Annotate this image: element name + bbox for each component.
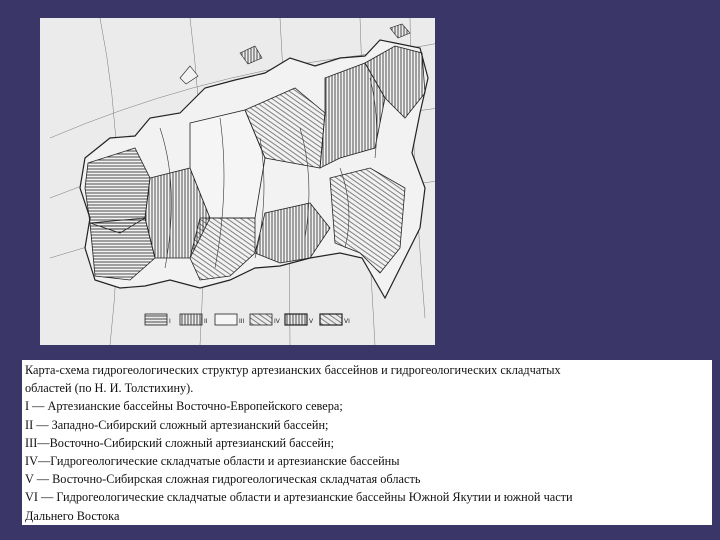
- caption-title-line-2: областей (по Н. И. Толстихину).: [25, 381, 194, 396]
- map-caption: [22, 360, 712, 525]
- map-of-russia-icon: [40, 18, 435, 345]
- caption-last-line: Дальнего Востока: [25, 508, 120, 523]
- caption-item-4: IV—Гидрогеологические складчатые области и артезианские бассейны: [25, 454, 400, 469]
- caption-item-2: II — Западно-Сибирский сложный артезианский бассейн;: [25, 417, 329, 432]
- caption-item-3: III—Восточно-Сибирский сложный артезианский бассейн;: [25, 435, 335, 450]
- caption-item-1: I — Артезианские бассейны Восточно-Европейского севера;: [25, 399, 343, 414]
- legend-numeral-6: VI: [344, 318, 350, 325]
- legend-numeral-2: II: [204, 318, 208, 325]
- legend-numeral-3: III: [239, 318, 245, 325]
- hydrogeological-map: [40, 18, 435, 345]
- legend-numeral-5: V: [309, 318, 314, 325]
- caption-item-5: V — Восточно-Сибирская сложная гидрогеологическая складчатая область: [25, 472, 421, 487]
- caption-item-6: VI — Гидрогеологические складчатые области и артезианские бассейны Южной Якутии и южной части: [25, 490, 573, 505]
- legend-numeral-4: IV: [274, 318, 280, 325]
- caption-title-line-1: Карта-схема гидрогеологических структур артезианских бассейнов и гидрогеологических складчатых: [25, 363, 561, 377]
- legend-numeral-1: I: [169, 318, 171, 325]
